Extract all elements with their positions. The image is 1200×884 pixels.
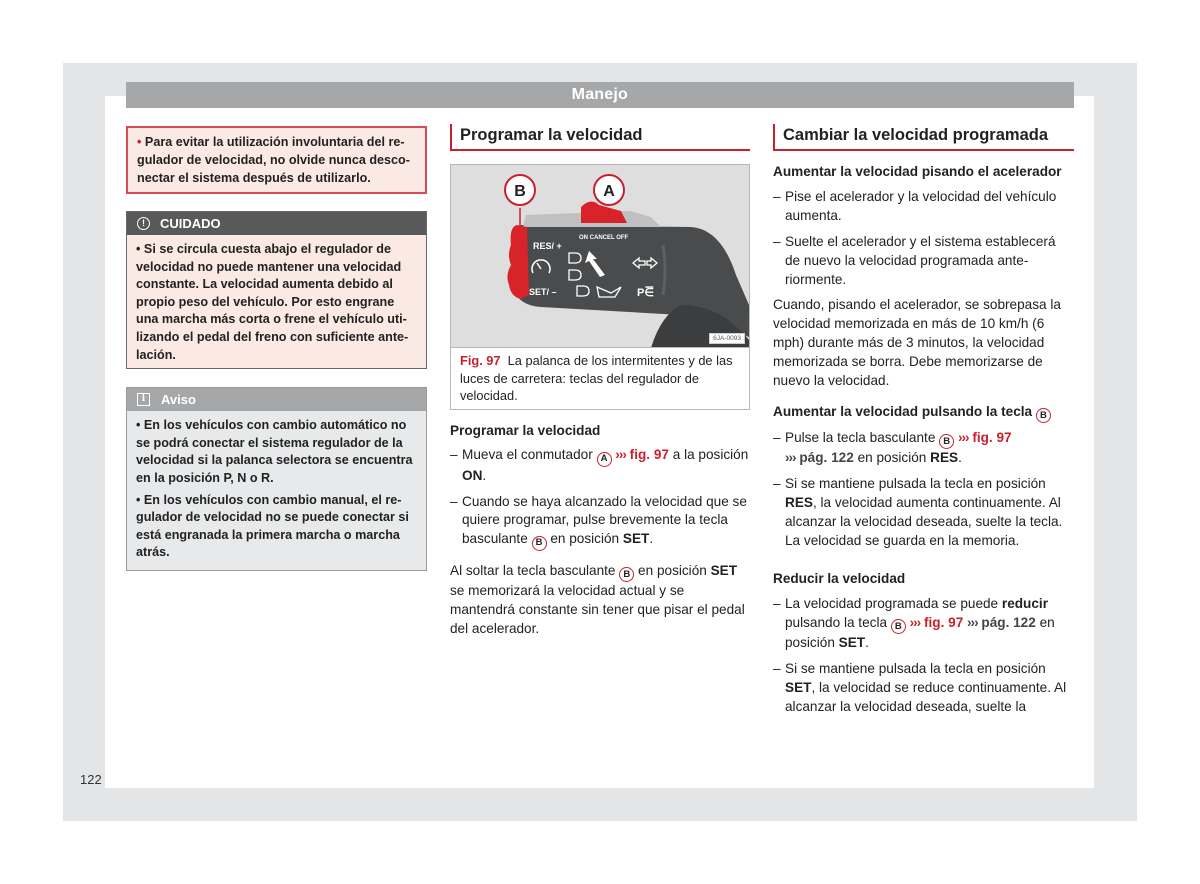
text: en posición (638, 562, 707, 578)
svg-text:RES/ +: RES/ + (533, 241, 562, 251)
link-arrows-icon: ››› (957, 430, 969, 446)
section-heading: Cambiar la velocidad programada (773, 124, 1074, 151)
subheading: Reducir la velocidad (773, 571, 906, 586)
lever-illustration (451, 165, 749, 348)
list-item (773, 660, 1074, 717)
text: Cuando se haya alcanzado la velocidad que se quiere programar, pulse brevemente la tecla basculante (462, 493, 747, 547)
caution-title: CUIDADO (160, 216, 221, 231)
notice-header (127, 388, 426, 411)
notice-box (126, 387, 427, 571)
text: , la velocidad se reduce continuamente. Al alcanzar la velocidad deseada, suelte la (785, 679, 1067, 714)
svg-text:P⋶: P⋶ (637, 287, 654, 299)
figure-caption-text: La palanca de los intermitentes y de las luces de carretera: teclas del regulador de velocidad. (460, 353, 733, 403)
emphasis: RES (785, 495, 813, 511)
text: en posición (857, 450, 927, 466)
list-item: – Pise el acelerador y la velocidad del vehículo aumenta. (773, 188, 1074, 226)
paragraph (450, 562, 750, 639)
text: en posición (785, 614, 1055, 651)
right-column (773, 124, 1074, 717)
subheading: Aumentar la velocidad pisando el acelerador (773, 164, 1062, 179)
svg-text:ON CANCEL OFF: ON CANCEL OFF (579, 235, 629, 241)
list-item (450, 446, 750, 485)
figure-label: Fig. 97 (460, 353, 501, 368)
link-arrows-icon: ››› (909, 614, 921, 630)
subheading (773, 403, 1074, 423)
emphasis: SET (785, 679, 812, 695)
callout-b-icon: B (532, 536, 547, 551)
emphasis: RES (930, 450, 959, 466)
text: . (482, 467, 487, 483)
link-arrows-icon: ››› (615, 447, 626, 463)
text: La velocidad programada se puede (785, 595, 999, 611)
notice-title: Aviso (161, 392, 196, 408)
stalk-lever-icon (451, 165, 749, 348)
list-item (450, 493, 750, 551)
text: , la velocidad aumenta continuamente. Al alcanzar la velocidad deseada, suelte la tecla. La velocidad se guarda en la memoria. (785, 495, 1063, 549)
link-arrows-icon: ››› (967, 614, 978, 630)
chapter-header-bar (126, 82, 1074, 108)
emphasis: SET (838, 635, 866, 651)
emphasis: reducir (1001, 595, 1048, 611)
bullet-icon: • (136, 242, 141, 256)
paragraph: Cuando, pisando el acelerador, se sobrepasa la velocidad memorizada en más de 10 km/h (6 mph) durante más de 3 minutos, la velocidad memorizada se borra. Debe memorizarse de nuevo la velocidad. (773, 297, 1061, 389)
page-link[interactable]: pág. 122 (799, 450, 854, 466)
svg-text:SET/ –: SET/ – (529, 287, 557, 297)
warning-box (126, 126, 427, 194)
warning-text: Para evitar la utilización involuntaria del regulador de velocidad, no olvide nunca desconectar el sistema después de utilizarlo. (137, 135, 410, 185)
section-heading: Programar la velocidad (450, 124, 750, 151)
emphasis: SET (622, 531, 650, 547)
caution-header (127, 212, 426, 235)
page-number: 122 (80, 772, 102, 787)
text: Pulse la tecla basculante (785, 430, 936, 446)
text: . (649, 531, 654, 547)
figure-link[interactable]: fig. 97 (972, 430, 1012, 446)
list-item (773, 595, 1074, 653)
link-arrows-icon: ››› (785, 450, 796, 466)
figure-link[interactable]: fig. 97 (629, 447, 669, 463)
notice-item: • En los vehículos con cambio manual, el regulador de velocidad no se puede conectar si está engranada la primera marcha o marcha atrás. (136, 492, 409, 560)
text: Aumentar la velocidad pulsando la tecla (773, 403, 1033, 419)
callout-a-icon: A (597, 452, 612, 467)
notice-item: • En los vehículos con cambio automático no se podrá conectar el sistema regulador de la velocidad si la palanca selectora se encuentra en la posición P, N o R. (136, 418, 413, 485)
caution-box (126, 211, 427, 369)
text: se memorizará la velocidad actual y se mantendrá constante sin tener que pisar el pedal del acelerador. (450, 582, 745, 636)
text: Si se mantiene pulsada la tecla en posición (785, 660, 1046, 676)
subheading: Programar la velocidad (450, 422, 601, 438)
text: en posición (550, 531, 620, 547)
exclamation-circle-icon: ! (137, 217, 150, 230)
text: Al soltar la tecla basculante (450, 562, 616, 578)
program-instructions (450, 422, 750, 639)
callout-b-icon: B (619, 567, 634, 582)
caution-body (127, 235, 426, 368)
figure-97 (450, 164, 750, 410)
text: Mueva el conmutador (462, 447, 593, 463)
caution-text: Si se circula cuesta abajo el regulador de velocidad no puede mantener una velocidad constante. La velocidad aumenta debido al propio peso del vehículo. Por esto engrane una marcha más corta o frene el vehículo utilizando el pedal del freno con suficiente antelación. (136, 242, 409, 362)
callout-b-icon: B (939, 434, 954, 449)
bullet-icon: • (137, 135, 142, 149)
figure-code: 6JA-0093 (709, 333, 745, 344)
text: . (958, 450, 962, 466)
svg-text:A: A (603, 183, 615, 200)
list-item: – Suelte el acelerador y el sistema establecerá de nuevo la velocidad programada anteriormente. (773, 233, 1074, 290)
callout-b-icon: B (891, 619, 906, 634)
text: . (865, 635, 869, 651)
page-frame-right (1094, 96, 1137, 788)
emphasis: ON (462, 467, 483, 483)
svg-text:B: B (514, 183, 526, 200)
text: a la posición (672, 447, 749, 463)
callout-b-icon: B (1036, 408, 1051, 423)
page-link[interactable]: pág. 122 (981, 614, 1036, 630)
figure-link[interactable]: fig. 97 (923, 614, 964, 630)
chapter-title: Manejo (571, 86, 628, 103)
left-column (126, 126, 427, 571)
text: Si se mantiene pulsada la tecla en posición (785, 476, 1046, 492)
info-icon: i (137, 393, 150, 406)
middle-column (450, 124, 750, 639)
list-item (773, 429, 1074, 468)
figure-caption (451, 348, 749, 409)
notice-body (127, 411, 426, 570)
list-item (773, 475, 1074, 551)
text: pulsando la tecla (785, 614, 888, 630)
emphasis: SET (710, 562, 738, 578)
